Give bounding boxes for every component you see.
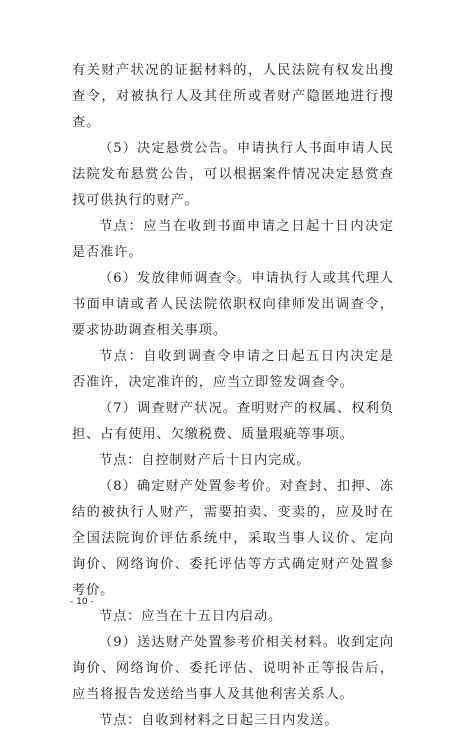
paragraph-4: （6）发放律师调查令。申请执行人或其代理人书面申请或者人民法院依职权向律师发出调查令，要求协助调查相关事项。	[72, 271, 394, 338]
paragraph-9: 节点：应当在十五日内启动。	[99, 609, 283, 624]
paragraph-7: 节点：自控制财产后十日内完成。	[99, 453, 311, 468]
paragraph-6: （7）调查财产状况。查明财产的权属、权利负担、占有使用、欠缴税费、质量瑕疵等事项。	[72, 401, 394, 442]
paragraph-1: 有关财产状况的证据材料的，人民法院有权发出搜查令，对被执行人及其住所或者财产隐匿地进行搜查。	[72, 63, 394, 130]
paragraph-10: （9）送达财产处置参考价相关材料。收到定向询价、网络询价、委托评估、说明补正等报告后，应当将报告发送给当事人及其他利害关系人。	[72, 635, 394, 702]
paragraph-11: 节点：自收到材料之日起三日内发送。	[99, 713, 339, 728]
paragraph-3: 节点：应当在收到书面申请之日起十日内决定是否准许。	[72, 219, 394, 260]
document-body	[72, 58, 394, 734]
page-number: - 10 -	[70, 597, 94, 607]
paragraph-8: （8）确定财产处置参考价。对查封、扣押、冻结的被执行人财产，需要拍卖、变卖的，应及时在全国法院询价评估系统中，采取当事人议价、定向询价、网络询价、委托评估等方式确定财产处置参考价。	[72, 479, 394, 598]
paragraph-5: 节点：自收到调查令申请之日起五日内决定是否准许，决定准许的，应当立即签发调查令。	[72, 349, 394, 390]
paragraph-2: （5）决定悬赏公告。申请执行人书面申请人民法院发布悬赏公告，可以根据案件情况决定悬赏查找可供执行的财产。	[72, 141, 394, 208]
